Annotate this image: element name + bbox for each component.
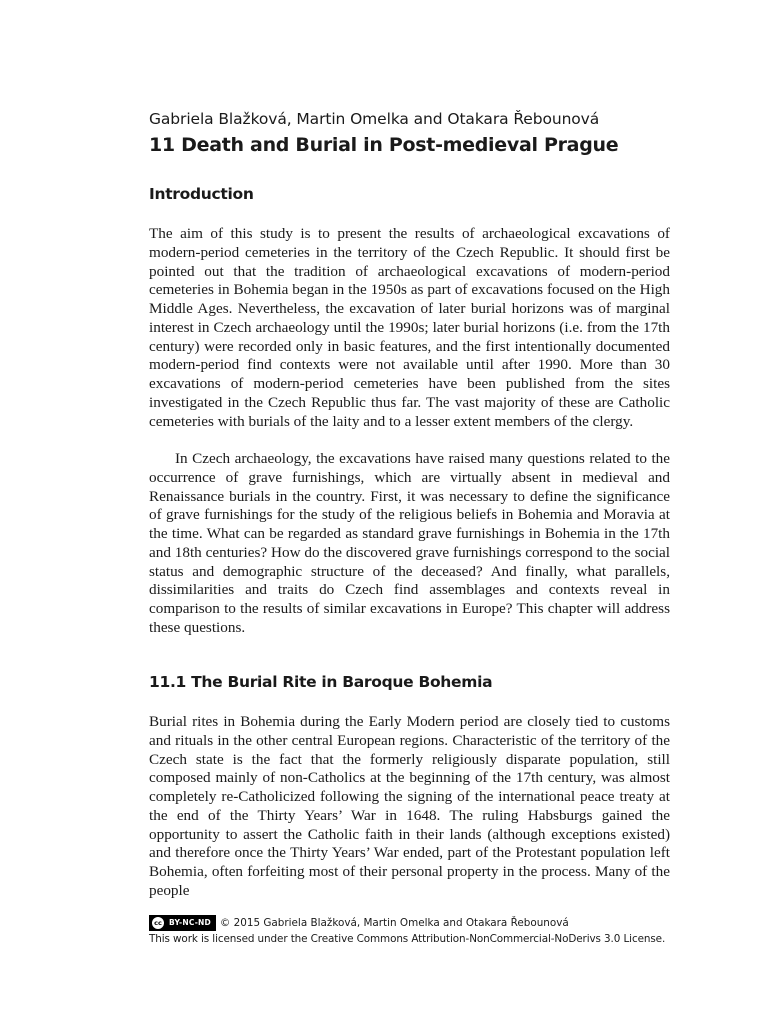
section-paragraph-1: Burial rites in Bohemia during the Early Modern period are closely tied to customs and rituals in the other central European regions. Characteristic of the territory of the Czech state is the fact that the formerly religiously disparate population, still composed mainly of non-Catholics at the beginning of the 17th century, was almost completely re-Catholicized following the signing of the international peace treaty at the end of the Thirty Years’ War in 1648. The ruling Habsburgs gained the opportunity to assert the Catholic faith in their lands (although exceptions existed) and therefore once the Thirty Years’ War ended, part of the Protestant population left Bohemia, often forfeiting most of their personal property in the process. Many of the people <box>149 713 670 899</box>
intro-paragraph-1: The aim of this study is to present the results of archaeological excavations of modern-period cemeteries in the territory of the Czech Republic. It should first be pointed out that the tradition of archaeological excavations of modern-period cemeteries in Bohemia began in the 1950s as part of excavations focused on the High Middle Ages. Nevertheless, the excavation of later burial horizons was of marginal interest in Czech archaeology until the 1990s; later burial horizons (i.e. from the 17th century) were recorded only in basic features, and the first intentionally documented modern-period find contexts were not available until after 1990. More than 30 excavations of modern-period cemeteries have been published from the sites investigated in the Czech Republic thus far. The vast majority of these are Catholic cemeteries with burials of the laity and to a lesser extent members of the clergy. <box>149 225 670 430</box>
license-footer <box>149 915 689 947</box>
introduction-heading: Introduction <box>149 185 254 203</box>
chapter-title: 11 Death and Burial in Post-medieval Prague <box>149 134 619 156</box>
license-text: This work is licensed under the Creative Commons Attribution-NonCommercial-NoDerivs 3.0 License. <box>149 933 666 945</box>
intro-paragraph-2: In Czech archaeology, the excavations have raised many questions related to the occurrence of grave furnishings, which are virtually absent in medieval and Renaissance burials in the country. First, it was necessary to define the significance of grave furnishings for the study of the religious beliefs in Bohemia and Moravia at the time. What can be regarded as standard grave furnishings in Bohemia in the 17th and 18th centuries? How do the discovered grave furnishings correspond to the social status and demographic structure of the deceased? And finally, what parallels, dissimilarities and traits do Czech find assemblages and contexts reveal in comparison to the results of similar excavations in Europe? This chapter will address these questions. <box>149 450 670 636</box>
creative-commons-badge <box>149 915 216 931</box>
section-heading: 11.1 The Burial Rite in Baroque Bohemia <box>149 673 493 691</box>
cc-license-type: BY-NC-ND <box>169 918 211 927</box>
cc-logo-icon: cc <box>151 916 165 930</box>
authors-line: Gabriela Blažková, Martin Omelka and Otakara Řebounová <box>149 110 600 128</box>
copyright-notice: © 2015 Gabriela Blažková, Martin Omelka and Otakara Řebounová <box>219 917 569 929</box>
